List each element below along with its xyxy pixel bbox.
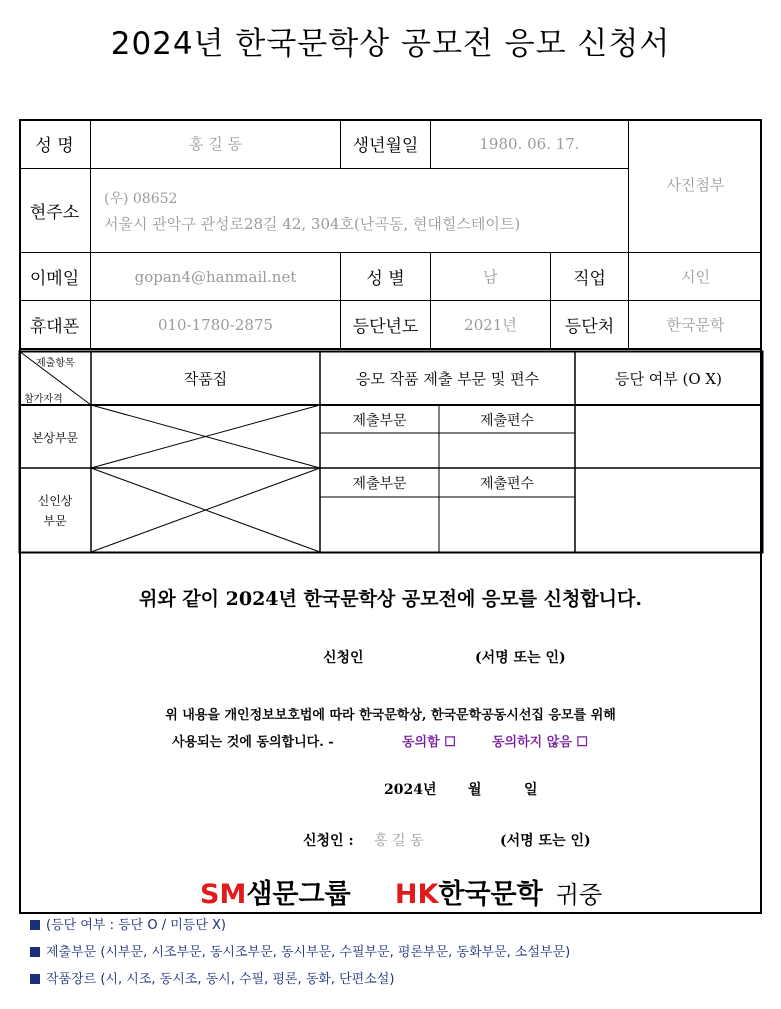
- note-item: [30, 968, 394, 987]
- main-debut-input[interactable]: [576, 406, 761, 468]
- debut-year-field[interactable]: 2021년: [464, 316, 517, 334]
- new-category-header: 제출부문: [352, 476, 407, 492]
- brand2-prefix: HK: [394, 879, 439, 910]
- addressee: 귀중: [555, 881, 603, 909]
- applicant-label: 신청인: [323, 650, 364, 666]
- new-count-input[interactable]: [440, 498, 574, 551]
- main-category-input[interactable]: [321, 434, 438, 467]
- bullet-icon: [30, 974, 40, 984]
- date-month: 월: [468, 782, 482, 798]
- applicant-label-2: 신청인 :: [303, 833, 354, 849]
- name-label: 성 명: [35, 136, 74, 156]
- brand2-name: 한국문학: [438, 879, 543, 910]
- note-item: [30, 941, 570, 960]
- corner-bottom-label: 참가자격: [24, 394, 63, 405]
- date-day: 일: [524, 782, 538, 798]
- new-award-row-label: [19, 469, 91, 552]
- applicant-name[interactable]: 홍 길 동: [374, 833, 424, 849]
- main-category-header: 제출부문: [352, 412, 407, 429]
- page-title: 2024년 한국문학상 공모전 응모 신청서: [110, 26, 671, 62]
- address-field[interactable]: 서울시 관악구 관성로28길 42, 304호(난곡동, 현대힐스테이트): [104, 215, 521, 233]
- birth-field[interactable]: 1980. 06. 17.: [479, 134, 580, 153]
- brand-line: [200, 872, 602, 911]
- main-count-input[interactable]: [440, 434, 574, 467]
- gender-field[interactable]: 남: [483, 268, 498, 286]
- main-count-header: 제출편수: [479, 412, 535, 429]
- birth-label: 생년월일: [352, 136, 419, 156]
- bullet-icon: [30, 920, 40, 930]
- phone-field[interactable]: 010-1780-2875: [157, 315, 274, 334]
- note-text: (등단 여부 : 등단 O / 미등단 X): [46, 918, 226, 933]
- privacy-consent-line2: 사용되는 것에 동의합니다. -: [172, 735, 334, 750]
- new-award-label-line2: 부문: [43, 514, 67, 528]
- collection-header: 작품집: [183, 370, 228, 388]
- new-count-header: 제출편수: [479, 476, 535, 492]
- photo-attachment[interactable]: 사진첨부: [666, 176, 725, 194]
- agree-checkbox[interactable]: 동의함 ☐: [402, 735, 456, 750]
- debut-header: 등단 여부 (O X): [615, 370, 722, 388]
- job-label: 직업: [573, 269, 606, 289]
- new-award-label-line1: 신인상: [37, 494, 73, 508]
- sign-hint-2: (서명 또는 인): [500, 833, 591, 849]
- email-label: 이메일: [29, 269, 80, 289]
- name-field[interactable]: 홍 길 동: [188, 135, 242, 153]
- privacy-consent-line1: 위 내용을 개인정보보호법에 따라 한국문학상, 한국문학공동시선집 응모를 위해: [165, 708, 616, 723]
- phone-label: 휴대폰: [29, 317, 80, 337]
- submission-header: 응모 작품 제출 부문 및 편수: [355, 370, 540, 388]
- brand1-name: 샘문그룹: [246, 879, 351, 910]
- disagree-checkbox[interactable]: 동의하지 않음 ☐: [492, 735, 589, 750]
- brand1-prefix: SM: [200, 879, 247, 910]
- bullet-icon: [30, 947, 40, 957]
- debut-place-field[interactable]: 한국문학: [666, 316, 725, 334]
- note-item: [30, 914, 226, 933]
- gender-label: 성 별: [366, 269, 405, 289]
- debut-place-label: 등단처: [564, 317, 615, 337]
- new-debut-input[interactable]: [576, 469, 761, 552]
- sign-hint: (서명 또는 인): [475, 650, 566, 666]
- address-label: 현주소: [29, 203, 80, 223]
- job-field[interactable]: 시인: [681, 268, 710, 286]
- email-field[interactable]: gopan4@hanmail.net: [134, 267, 297, 286]
- corner-top-label: 제출항목: [36, 358, 75, 369]
- debut-year-label: 등단년도: [352, 317, 419, 337]
- application-statement: 위와 같이 2024년 한국문학상 공모전에 응모를 신청합니다.: [139, 588, 642, 610]
- main-award-row-label: 본상부문: [31, 430, 79, 445]
- note-text: 제출부문 (시부문, 시조부문, 동시조부문, 동시부문, 수필부문, 평론부문, 동화부문, 소설부문): [46, 945, 571, 960]
- note-text: 작품장르 (시, 시조, 동시조, 동시, 수필, 평론, 동화, 단편소설): [46, 972, 395, 987]
- address-zip[interactable]: (우) 08652: [104, 191, 178, 207]
- new-category-input[interactable]: [321, 498, 438, 551]
- date-year: 2024년: [384, 782, 437, 798]
